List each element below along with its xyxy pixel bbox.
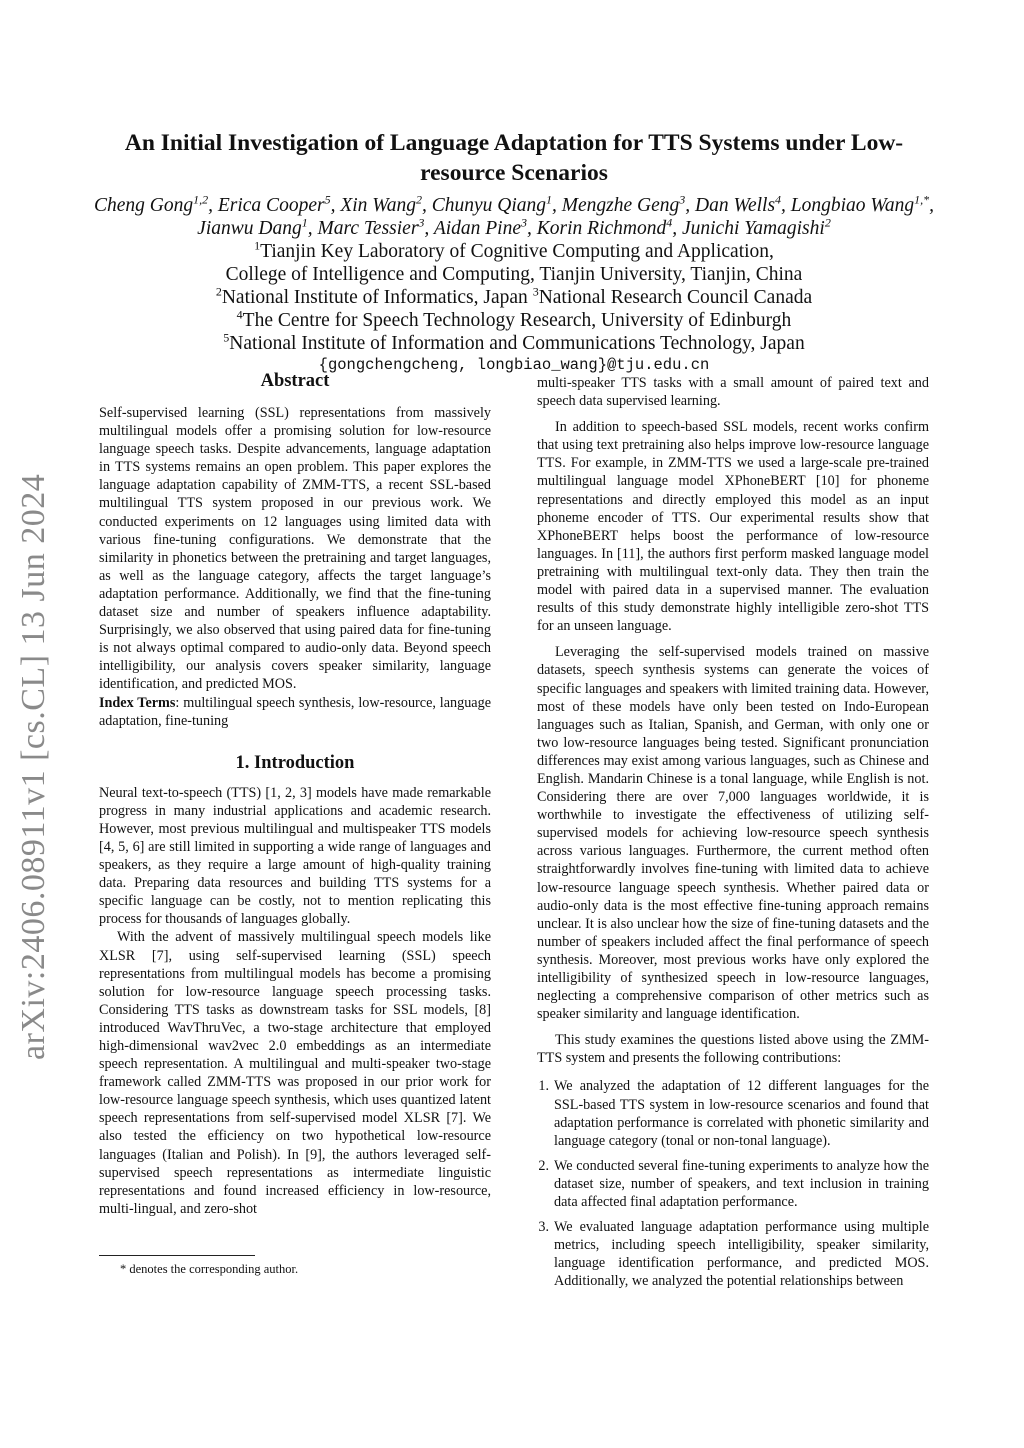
author-affiliation-mark: 2 [824,215,831,230]
author-affiliation-mark: 1 [546,192,553,207]
author-affiliation-mark: 1,2 [193,192,209,207]
list-item: 3. We evaluated language adaptation performance using multiple metrics, including speech intelligibility, speaker similarity, language identification performance, and predicted MOS. Additionally, we analyzed the potential relationships between [538,1219,929,1290]
author-name: Korin Richmond [536,218,667,239]
author-affiliation-mark: 3 [418,215,425,230]
abstract-text: Self-supervised learning (SSL) representations from massively multilingual models offer a promising solution for low-resource language speech tasks. Despite advancements, language adaptation in TTS systems remains an open problem. This paper explores the language adaptation capability of ZMM-TTS, a recent SSL-based multilingual TTS system proposed in our previous work. We conducted experiments on 12 languages using limited data with various fine-tuning configurations. We demonstrate that the similarity in phonetics between the pretraining and target languages, as well as the language category, affects the target language’s adaptation performance. Additionally, we find that the fine-tuning dataset size and number of speakers influence adaptability. Surprisingly, we also observed that using paired data for fine-tuning is not always optimal compared to audio-only data. Beyond speech intelligibility, our analysis covers speaker similarity, language identification, and predicted MOS. [99,405,491,693]
intro-paragraph-5: This study examines the questions listed above using the ZMM-TTS system and presents the following contributions: [537,1032,929,1067]
contributions-list [537,1077,929,1290]
affiliation-5: $^5$National Institute of Information and Communications Technology, Japan [223,330,805,354]
author-name: Marc Tessier [317,218,419,239]
footnote: * denotes the corresponding author. [120,1262,299,1276]
author-affiliation-mark: 2 [415,192,422,207]
author-list: Cheng Gong$^{1,2}$, Erica Cooper$^5$, Xin Wang$^2$, Chunyu Qiang$^1$, Mengzhe Geng$^3$, Dan Wells$^4$, Longbiao Wang$^{1,*}$, Jianwu Dang$^1$, Marc Tessier$^3$, Aidan Pine$^3$, Korin Richmond$^4$, Junichi Yamagishi$^2$ [93,192,935,239]
list-item: 2. We conducted several fine-tuning experiments to analyze how the dataset size, number of speakers, and text inclusion in training data affected final adaptation performance. [538,1157,929,1211]
intro-paragraph-4: Leveraging the self-supervised models trained on massive datasets, speech synthesis systems can generate the voices of specific languages and speakers with limited training data. However, most of these models have only been tested on Indo-European languages such as Italian, Spanish, and German, with only one or two low-resource languages being tested. Significant pronunciation differences may exist among various languages, such as Chinese and English. Mandarin Chinese is a tonal language, while English is not. Considering there are over 7,000 languages worldwide, it is worthwhile to investigate the effectiveness of utilizing self-supervised models for achieving low-resource speech synthesis across various languages. Furthermore, the current method often straightforwardly involves fine-tuning with limited data to achieve low-resource language speech synthesis. Whether paired data or audio-only data is the most effective fine-tuning approach remains unclear. It is also unclear how the size of fine-tuning datasets and the number of speakers included affect the final performance of speech synthesis. Moreover, most previous works have only explored the intelligibility of synthesized speech in low-resource languages, neglecting a comprehensive comparison of other metrics such as speaker similarity and language identification. [537,644,929,1023]
author-name: Xin Wang [340,195,416,216]
affiliation-1-cont: College of Intelligence and Computing, Tianjin University, Tianjin, China [225,264,803,285]
author-name: Jianwu Dang [197,218,302,239]
author-name: Cheng Gong [93,195,194,216]
author-name: Chunyu Qiang [431,195,547,216]
paper-title: An Initial Investigation of Language Adaptation for TTS Systems under Low-resource Scenarios [124,130,904,186]
author-name: Dan Wells [695,195,776,216]
author-affiliation-mark: 1,* [914,192,930,207]
arxiv-identifier: arXiv:2406.08911v1 [cs.CL] 13 Jun 2024 [15,473,52,1060]
contact-email[interactable]: {gongchengcheng, longbiao_wang}@tju.edu.cn [318,356,710,374]
affiliation-4: $^4$The Centre for Speech Technology Research, University of Edinburgh [236,307,792,331]
index-terms: Index Terms: multilingual speech synthesis, low-resource, language adaptation, fine-tuning [99,694,491,729]
abstract-heading: Abstract [260,371,330,391]
author-name: Longbiao Wang [790,195,915,216]
left-column [99,370,491,1218]
intro-paragraph-2: With the advent of massively multilingual speech models like XLSR [7], using self-supervised learning (SSL) speech representations from multilingual models has become a promising solution for low-resource language speech processing tasks. Considering TTS tasks as downstream tasks for SSL models, [8] introduced WavThruVec, a two-stage architecture that employed high-dimensional wav2vec 2.0 embeddings as an intermediate speech representation. A multilingual and multi-speaker two-stage framework called ZMM-TTS was proposed in our prior work for low-resource language speech synthesis, which uses quantized latent speech representations from self-supervised model XLSR [7]. We also tested the efficiency on two hypothetical low-resource languages (Italian and Polish). In [9], the authors leveraged self-supervised speech representations as intermediate linguistic representations and found increased efficiency in low-resource, multi-lingual, and zero-shot [99,929,491,1217]
author-affiliation-mark: 5 [324,192,331,207]
author-affiliation-mark: 3 [521,215,528,230]
author-name: Mengzhe Geng [561,195,680,216]
right-column [537,374,929,1298]
author-name: Junichi Yamagishi [681,218,825,239]
author-affiliation-mark: 3 [679,192,686,207]
author-name: Aidan Pine [433,218,522,239]
intro-paragraph-2-cont: multi-speaker TTS tasks with a small amount of paired text and speech data supervised learning. [537,375,929,410]
affiliations [86,240,942,375]
list-item: 1. We analyzed the adaptation of 12 different languages for the SSL-based TTS system in low-resource scenarios and found that adaptation performance is correlated with phonetic similarity and language category (tonal or non-tonal language). [538,1078,929,1149]
intro-paragraph-1: Neural text-to-speech (TTS) [1, 2, 3] models have made remarkable progress in many industrial applications and academic research. However, most previous multilingual and multispeaker TTS models [4, 5, 6] are still limited in supporting a wide range of languages and speakers, as they require a large amount of high-quality training data. Preparing data resources and building TTS systems for a specific language can be costly, not to mention replicating this process for thousands of languages globally. [99,784,491,928]
intro-paragraph-3: In addition to speech-based SSL models, recent works confirm that using text pretraining also helps improve low-resource language TTS. For example, in ZMM-TTS we used a large-scale pre-trained multilingual language model XPhoneBERT [10] for phoneme representations and directly employed this model as an input phoneme encoder of TTS. Our experimental results show that XPhoneBERT helps boost the performance of low-resource languages. In [11], the authors first perform masked language model pretraining with multilingual text-only data. They then train the model with paired data in a supervised manner. The evaluation results of this study demonstrate highly intelligible zero-shot TTS for an unseen language. [537,419,929,635]
author-name: Erica Cooper [217,195,325,216]
footnote-rule [99,1255,255,1256]
author-affiliation-mark: 4 [775,192,782,207]
affiliation-2-3: $^2$National Institute of Informatics, Japan $^3$National Research Council Canada [215,284,813,308]
author-affiliation-mark: 1 [301,215,308,230]
introduction-heading: 1. Introduction [235,752,355,773]
affiliation-1: $^1$Tianjin Key Laboratory of Cognitive Computing and Application, [254,238,774,262]
author-affiliation-mark: 4 [666,215,673,230]
